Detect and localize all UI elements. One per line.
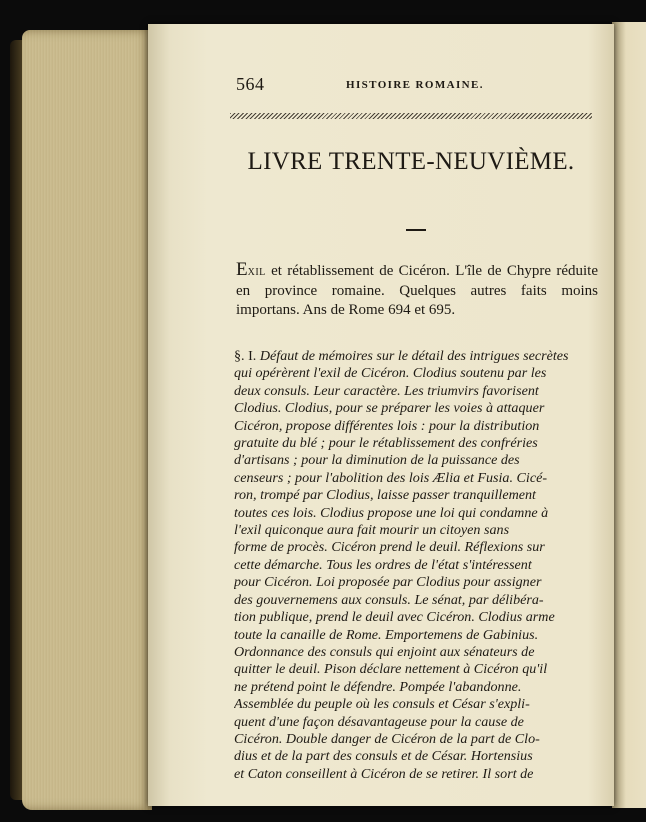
page-number: 564 — [236, 74, 265, 94]
section-line: toutes ces lois. Clodius propose une loi qui condamne à — [234, 504, 549, 521]
running-title: HISTOIRE ROMAINE. — [346, 79, 484, 91]
section-line: qui opérèrent l'exil de Cicéron. Clodius soutenu par les — [234, 365, 547, 382]
section-line: tion publique, prend le deuil avec Cicéron. Clodius arme — [234, 609, 555, 626]
section-line: Cicéron, propose différentes lois : pour la distribution — [234, 417, 540, 434]
section-line: §. I. Défaut de mémoires sur le détail des intrigues secrètes — [234, 348, 569, 364]
section-line: quitter le deuil. Pison déclare nettement à Cicéron qu'il — [234, 661, 548, 678]
section-line: l'exil quiconque aura fait mourir un citoyen sans — [234, 522, 510, 539]
ornamental-rule — [230, 113, 592, 119]
section-text — [234, 348, 596, 783]
section-line: gratuite du blé ; pour le rétablissement des confréries — [234, 435, 538, 452]
book-page — [148, 24, 614, 806]
summary-lead-letter: E — [236, 259, 248, 280]
section-line: d'artisans ; pour la diminution de la puissance des — [234, 452, 520, 469]
section-line: Assemblée du peuple où les consuls et César s'expli- — [234, 696, 530, 713]
section-line: Clodius. Clodius, pour se préparer les voies à attaquer — [234, 400, 545, 417]
summary-smallcaps: XIL — [247, 267, 266, 278]
chapter-title: LIVRE TRENTE-NEUVIÈME. — [247, 148, 575, 175]
section-line: toute la canaille de Rome. Emportemens de Gabinius. — [234, 626, 539, 643]
section-line: dius et de la part des consuls et de César. Hortensius — [234, 748, 533, 765]
section-line: ron, trompé par Clodius, laisse passer tranquillement — [234, 487, 536, 504]
section-line: quent d'une façon désavantageuse pour la cause de — [234, 713, 524, 730]
section-line: Ordonnance des consuls qui enjoint aux sénateurs de — [234, 643, 535, 660]
facing-page-edge — [612, 22, 646, 808]
chapter-summary — [236, 260, 598, 320]
section-line: cette démarche. Tous les ordres de l'état s'intéressent — [234, 556, 532, 573]
section-line: pour Cicéron. Loi proposée par Clodius pour assigner — [234, 574, 542, 591]
running-header — [236, 74, 586, 96]
section-line: forme de procès. Cicéron prend le deuil. Réflexions sur — [234, 539, 545, 556]
page-block-edge — [22, 30, 152, 810]
section-line: des gouvernemens aux consuls. Le sénat, par délibéra- — [234, 591, 544, 608]
section-line: deux consuls. Leur caractère. Les triumvirs favorisent — [234, 382, 539, 399]
title-divider — [406, 229, 426, 231]
section-line: ne prétend point le défendre. Pompée l'abandonne. — [234, 678, 522, 695]
section-line: Cicéron. Double danger de Cicéron de la part de Clo- — [234, 730, 540, 747]
section-marker: §. I. — [234, 348, 257, 364]
section-line: et Caton conseillent à Cicéron de se retirer. Il sort de — [234, 765, 534, 782]
summary-text: et rétablissement de Cicéron. L'île de Chypre réduite en province romaine. Quelques autres faits moins importans. Ans de Rome 694 et 695. — [236, 263, 598, 318]
section-line: censeurs ; pour l'abolition des lois Ælia et Fusia. Cicé- — [234, 469, 548, 486]
